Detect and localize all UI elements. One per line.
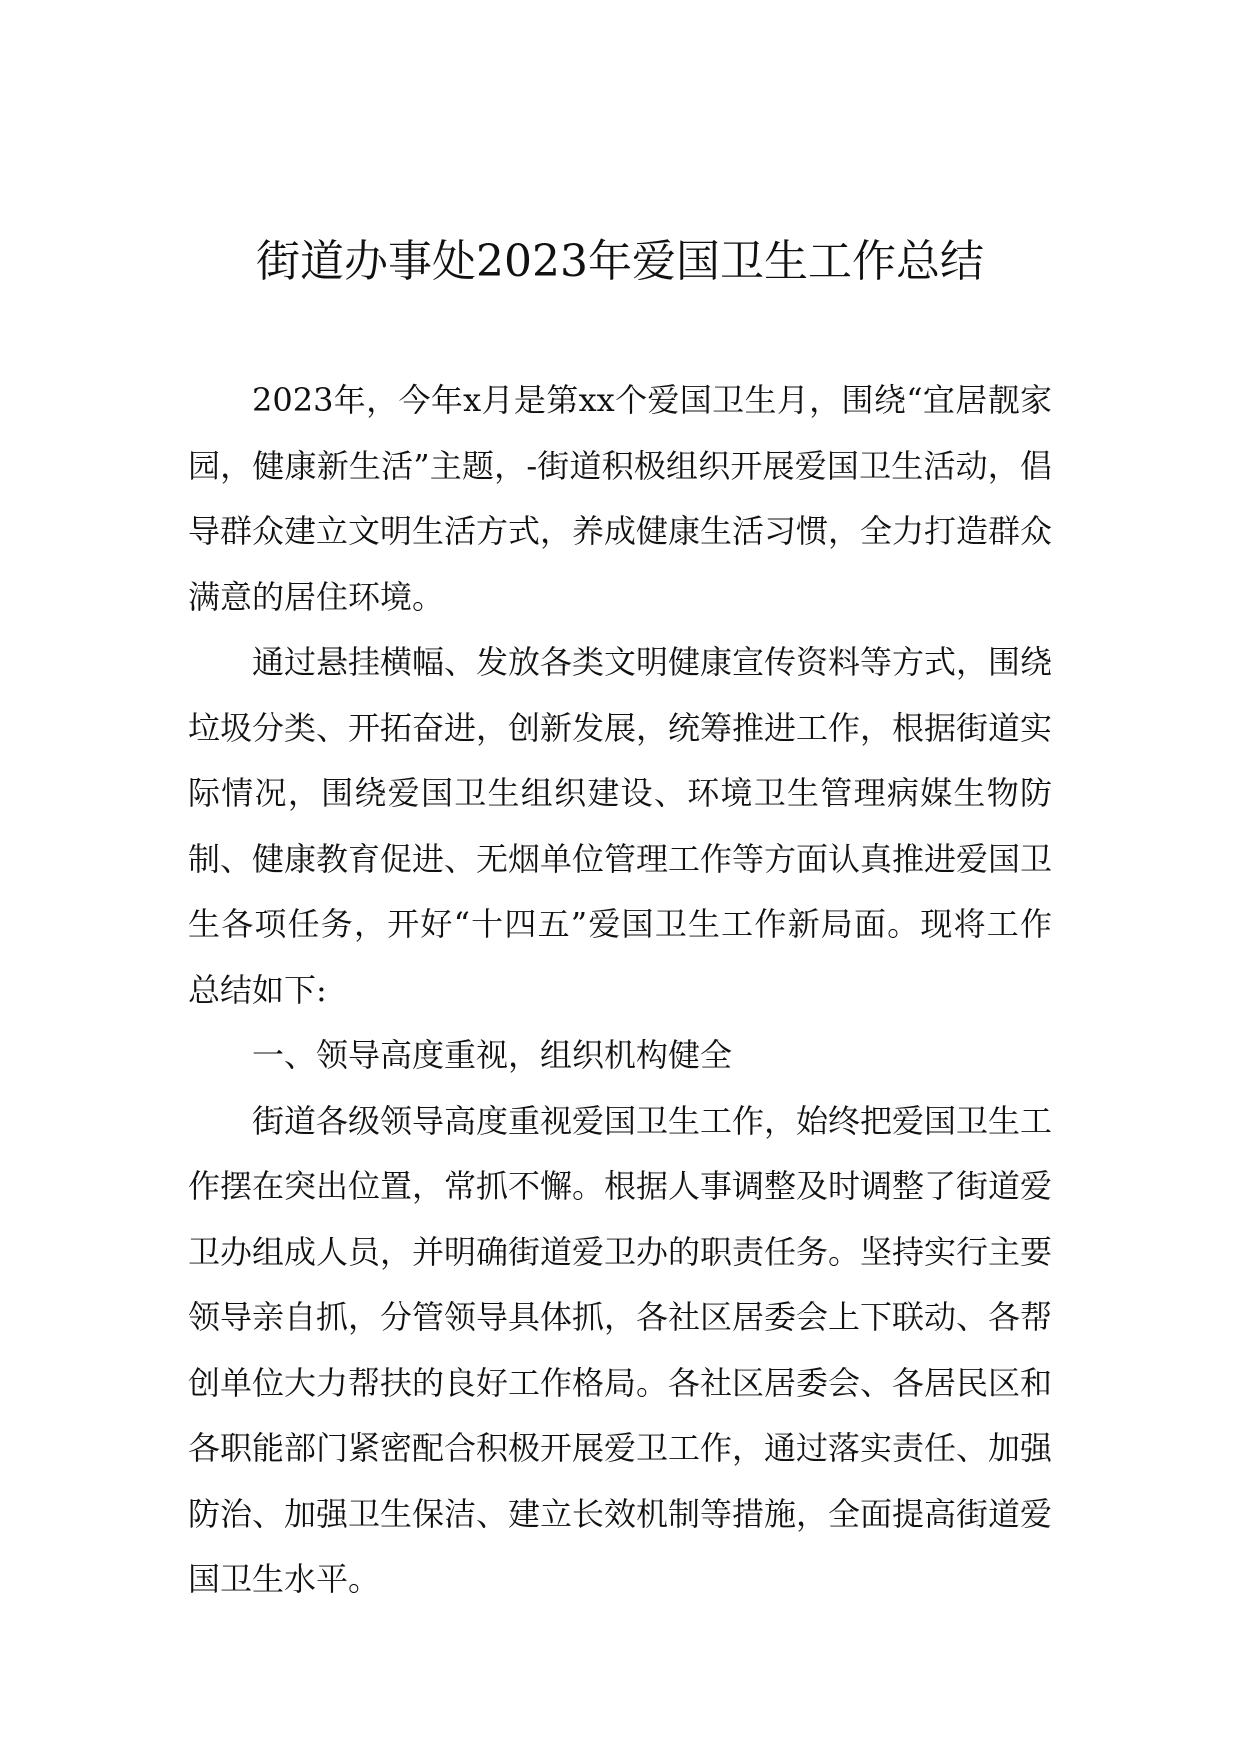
section-heading-1: 一、领导高度重视，组织机构健全 [252,1036,733,1074]
paragraph-leadership: 街道各级领导高度重视爱国卫生工作，始终把爱国卫生工作摆在突出位置，常抓不懈。根据人事调整及时调整了街道爱卫办组成人员，并明确街道爱卫办的职责任务。坚持实行主要领导亲自抓，分管领导具体抓，各社区居委会上下联动、各帮创单位大力帮扶的良好工作格局。各社区居委会、各居民区和各职能部门紧密配合积极开展爱卫工作，通过落实责任、加强防治、加强卫生保洁、建立长效机制等措施，全面提高街道爱国卫生水平。 [188,1101,1053,1598]
paragraph-intro: 2023年，今年x月是第xx个爱国卫生月，围绕“宜居靓家园，健康新生活”主题，-街道积极组织开展爱国卫生活动，倡导群众建立文明生活方式，养成健康生活习惯，全力打造群众满意的居住环境。 [188,381,1053,616]
paragraph-methods: 通过悬挂横幅、发放各类文明健康宣传资料等方式，围绕垃圾分类、开拓奋进，创新发展，统筹推进工作，根据街道实际情况，围绕爱国卫生组织建设、环境卫生管理病媒生物防制、健康教育促进、无烟单位管理工作等方面认真推进爱国卫生各项任务，开好“十四五”爱国卫生工作新局面。现将工作总结如下: [188,643,1053,1009]
document-title: 街道办事处2023年爱国卫生工作总结 [256,236,984,287]
document-body [188,368,1052,1613]
